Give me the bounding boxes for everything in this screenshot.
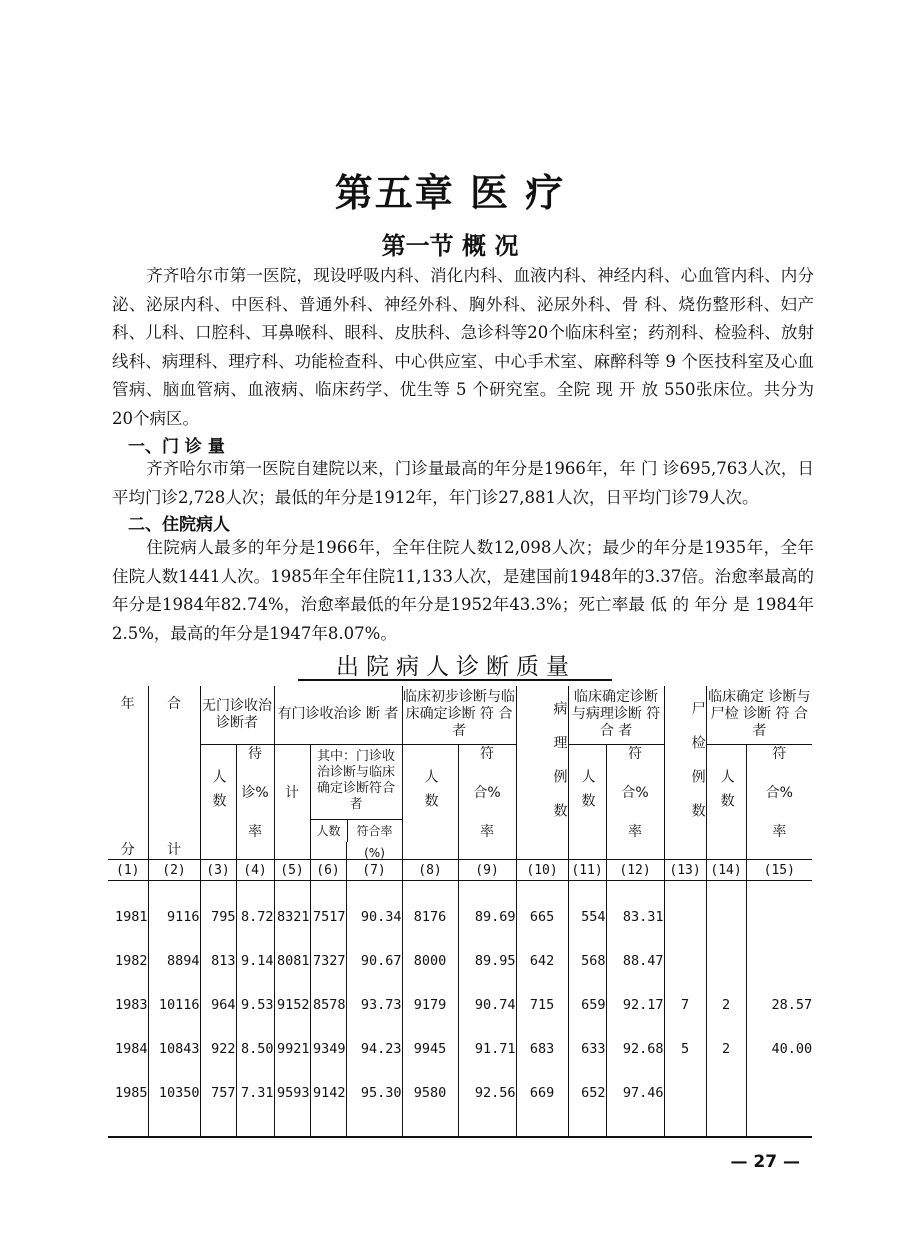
table-cell: 93.73 [346, 983, 402, 1027]
table-cell: 90.67 [346, 939, 402, 983]
outpatient-heading: 一、门 诊 量 [128, 437, 225, 457]
table-cell: 40.00 [746, 1027, 812, 1071]
table-cell: 554 [568, 895, 606, 939]
table-cell: 7327 [310, 939, 346, 983]
year-header-bottom: 分 [120, 841, 135, 858]
table-cell [706, 939, 746, 983]
table-cell: 10350 [148, 1071, 200, 1115]
outpatient-match-subheader [310, 744, 402, 860]
table-row [108, 895, 812, 939]
table-cell: 642 [516, 939, 568, 983]
inpatient-heading: 二、住院病人 [128, 515, 230, 535]
diagnosis-quality-table [108, 686, 812, 1137]
autopsy-match-header: 临床确定 诊断与尸检 诊断 符 合 者 [706, 686, 812, 744]
autopsy-rate-mid: 合% [765, 784, 793, 801]
pending-rate-bottom: 率 [248, 823, 262, 840]
column-index: (15) [746, 860, 812, 881]
prelim-rate-header [458, 744, 516, 842]
pathology-rate-top: 符 [628, 745, 643, 762]
table-cell: 91.71 [458, 1027, 516, 1071]
table-cell: 8578 [310, 983, 346, 1027]
column-index: (11) [568, 860, 606, 881]
table-cell: 9593 [274, 1071, 310, 1115]
table-cell: 922 [200, 1027, 236, 1071]
table-cell: 94.23 [346, 1027, 402, 1071]
year-header-top: 年 [120, 696, 135, 712]
table-cell: 89.69 [458, 895, 516, 939]
table-cell: 813 [200, 939, 236, 983]
with-outpatient-header: 有门诊收治诊 断 者 [274, 686, 402, 744]
table-cell: 7517 [310, 895, 346, 939]
inpatient-text: 住院病人最多的年分是1966年，全年住院人数12,098人次；最少的年分是1935年，全年住院人数1441人次。1985年全年住院11,133人次，是建国前1948年的3.37倍。治愈率最高的年分是1984年82.74%，治愈率最低的年分是1952年43.3%；死亡率最 低 的 年分 是 1984年 2.5%，最高的年分是1947年8.07%。 [112, 538, 814, 643]
table-row [108, 1071, 812, 1115]
column-index: (14) [706, 860, 746, 881]
table-cell: 89.95 [458, 939, 516, 983]
autopsy-rate-top: 符 [772, 745, 787, 762]
table-cell: 9116 [148, 895, 200, 939]
table-cell [664, 895, 706, 939]
table-cell: 659 [568, 983, 606, 1027]
table-row [108, 1027, 812, 1071]
table-cell: 90.74 [458, 983, 516, 1027]
pathology-examples-header-top [516, 686, 568, 842]
table-cell: 9349 [310, 1027, 346, 1071]
autopsy-people-header: 人数 [706, 744, 746, 842]
table-cell [706, 895, 746, 939]
inpatient-paragraph [112, 534, 814, 648]
outpatient-match-people-header: 人数 [311, 820, 348, 842]
prelim-rate-mid: 合% [473, 784, 501, 801]
table-cell: 652 [568, 1071, 606, 1115]
table-title: 出院病人诊断质量 [336, 654, 576, 680]
column-index: (5) [274, 860, 310, 881]
table-cell: 83.31 [606, 895, 664, 939]
table-bottom-rule [108, 1136, 812, 1138]
column-index: (12) [606, 860, 664, 881]
table-cell: 8000 [402, 939, 458, 983]
table-cell: 9142 [310, 1071, 346, 1115]
chapter-title: 第五章 医 疗 [334, 171, 566, 215]
table-cell: 964 [200, 983, 236, 1027]
pending-rate-top: 待 [248, 745, 262, 762]
year-cell: 1984 [114, 1040, 148, 1057]
table-cell: 8321 [274, 895, 310, 939]
table-cell: 95.30 [346, 1071, 402, 1115]
page-number: — 27 — [730, 1152, 800, 1172]
intro-paragraph [112, 262, 814, 434]
table-row [108, 939, 812, 983]
table-cell: 5 [664, 1027, 706, 1071]
autopsy-rate-header [746, 744, 812, 842]
no-outpatient-people-header: 人数 [200, 744, 236, 842]
table-cell: 568 [568, 939, 606, 983]
with-outpatient-total-header: 计 [274, 744, 310, 842]
intro-text: 齐齐哈尔市第一医院，现设呼吸内科、消化内科、血液内科、神经内科、心血管内科、内分泌、泌尿内科、中医科、普通外科、神经外科、胸外科、泌尿外科、骨 科、烧伤整形科、妇产科、儿科、口腔科、耳鼻喉科、眼科、皮肤科、急诊科等20个临床科室；药剂科、检验科、放射线科、病理科、理疗科、功能检查科、中心供应室、中心手术室、麻醉科等 9 个医技科室及心血管病、脑血管病、血液病、临床药学、优生等 5 个研究室。全院 现 开 放 550张床位。共分为20个病区。 [112, 266, 814, 428]
column-index: (6) [310, 860, 346, 881]
table-cell: 8176 [402, 895, 458, 939]
table-cell [664, 939, 706, 983]
year-cell: 1985 [114, 1084, 148, 1101]
year-cell: 1982 [114, 952, 148, 969]
table-cell: 9.14 [236, 939, 274, 983]
autopsy-rate-bottom: 率 [772, 823, 787, 840]
pending-rate-mid: 诊% [241, 784, 269, 801]
pathology-people-header: 人数 [568, 744, 606, 842]
table-cell: 2 [706, 983, 746, 1027]
table-cell: 683 [516, 1027, 568, 1071]
table-cell: 92.17 [606, 983, 664, 1027]
table-row [108, 983, 812, 1027]
table-cell: 92.56 [458, 1071, 516, 1115]
total-header-bottom: 计 [148, 842, 200, 860]
column-index: (13) [664, 860, 706, 881]
pathology-rate-header [606, 744, 664, 842]
table-cell: 757 [200, 1071, 236, 1115]
column-index: (4) [236, 860, 274, 881]
table-cell [746, 895, 812, 939]
prelim-rate-top: 符 [480, 745, 495, 762]
prelim-people-header: 人数 [402, 744, 458, 842]
prelim-match-header: 临床初步诊断与临床确定诊断 符 合 者 [402, 686, 516, 744]
table-cell: 9179 [402, 983, 458, 1027]
column-index: (8) [402, 860, 458, 881]
table-cell [706, 1071, 746, 1115]
autopsy-examples-header-top [664, 686, 706, 842]
pathology-rate-mid: 合% [621, 784, 649, 801]
table-cell: 92.68 [606, 1027, 664, 1071]
outpatient-match-rate-header: 符合率(%) [356, 823, 393, 860]
table-cell: 7 [664, 983, 706, 1027]
section-title: 第一节 概 况 [381, 232, 519, 260]
column-index: (2) [148, 860, 200, 881]
table-cell: 9921 [274, 1027, 310, 1071]
table-cell: 2 [706, 1027, 746, 1071]
table-cell: 9580 [402, 1071, 458, 1115]
no-outpatient-header: 无门诊收治诊断者 [200, 686, 274, 744]
table-cell: 795 [200, 895, 236, 939]
pathology-rate-bottom: 率 [628, 823, 643, 840]
table-cell [664, 1071, 706, 1115]
table-cell: 8.72 [236, 895, 274, 939]
column-index: (9) [458, 860, 516, 881]
outpatient-text: 齐齐哈尔市第一医院自建院以来，门诊量最高的年分是1966年，年 门 诊695,763人次，日平均门诊2,728人次；最低的年分是1912年，年门诊27,881人次，日平均门诊79人次。 [112, 459, 814, 507]
table-cell: 8.50 [236, 1027, 274, 1071]
year-cell: 1981 [114, 908, 148, 925]
prelim-rate-bottom: 率 [480, 823, 495, 840]
table-cell: 9.53 [236, 983, 274, 1027]
table-cell: 7.31 [236, 1071, 274, 1115]
column-index-row [108, 860, 812, 881]
outpatient-match-sub-label: 其中：门诊收治诊断与临床确定诊断符合者 [311, 745, 402, 820]
autopsy-examples-label: 尸检例数 [689, 700, 706, 837]
outpatient-match-subcols [311, 820, 402, 860]
table-cell: 28.57 [746, 983, 812, 1027]
table-cell: 8894 [148, 939, 200, 983]
table-cell [746, 939, 812, 983]
outpatient-paragraph [112, 455, 814, 512]
table-cell: 90.34 [346, 895, 402, 939]
column-index: (7) [346, 860, 402, 881]
table-cell: 665 [516, 895, 568, 939]
table-cell: 9152 [274, 983, 310, 1027]
column-index: (1) [108, 860, 148, 881]
column-index: (3) [200, 860, 236, 881]
table-cell: 10116 [148, 983, 200, 1027]
table-cell: 88.47 [606, 939, 664, 983]
table-cell: 715 [516, 983, 568, 1027]
table-cell: 97.46 [606, 1071, 664, 1115]
table-title-rule [298, 679, 612, 681]
table-cell: 669 [516, 1071, 568, 1115]
table-cell [746, 1071, 812, 1115]
pathology-examples-label: 病理例数 [551, 700, 568, 837]
column-index: (10) [516, 860, 568, 881]
year-cell: 1983 [114, 996, 148, 1013]
table-cell: 633 [568, 1027, 606, 1071]
total-header-top: 合 [148, 686, 200, 842]
pending-rate-header [236, 744, 274, 842]
pathology-match-header: 临床确定诊断与病理诊断 符 合 者 [568, 686, 664, 744]
table-cell: 8081 [274, 939, 310, 983]
table-cell: 10843 [148, 1027, 200, 1071]
table-cell: 9945 [402, 1027, 458, 1071]
